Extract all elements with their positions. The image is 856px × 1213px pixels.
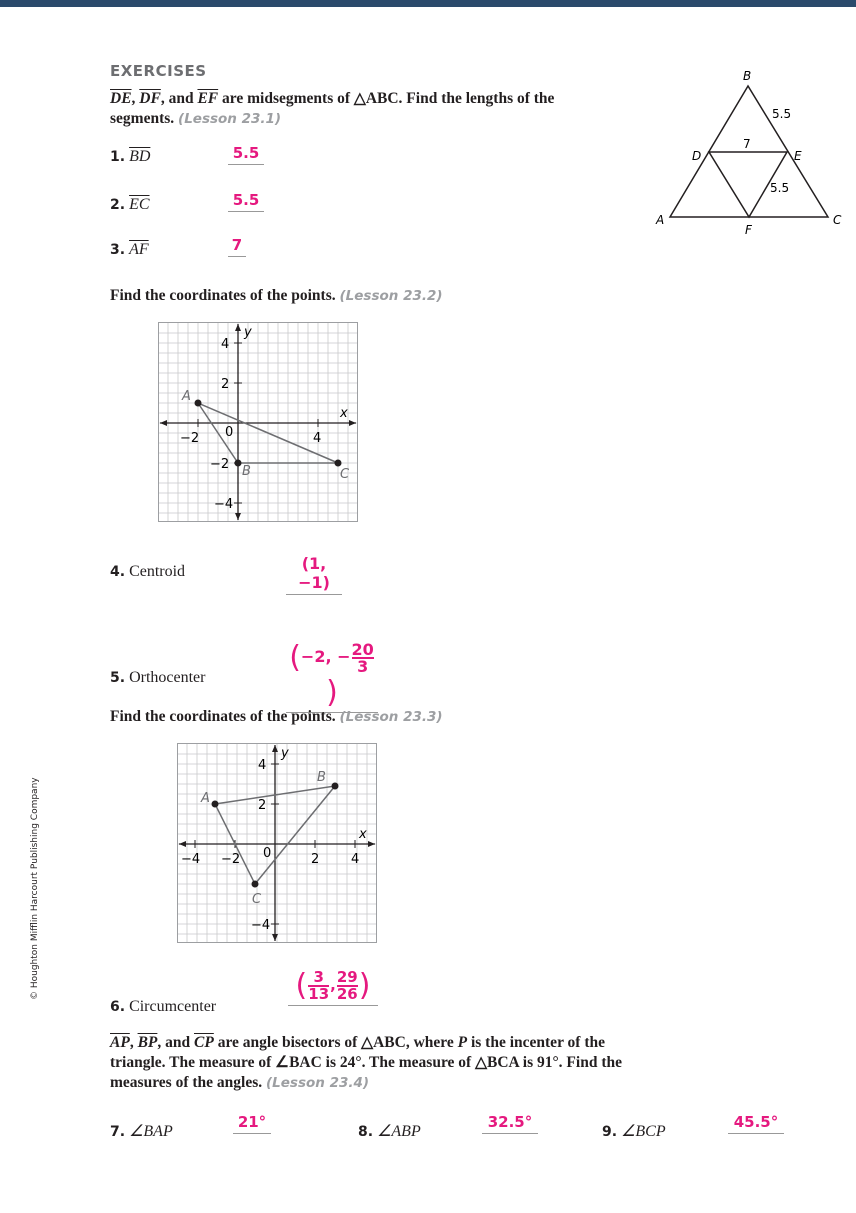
point-a xyxy=(195,400,202,407)
point-a xyxy=(212,801,219,808)
svg-text:−4: −4 xyxy=(181,852,201,867)
answer-6: ( $\frac{3}{13}$ , $\frac{29}{26}$ ) xyxy=(288,968,378,1006)
section1-instructions: $\overline{DE}$, $\overline{DF}$, and $\overline{EF}$ are midsegments of △ABC. Find the lengths of the segments. (Lesson 23.1) xyxy=(110,90,555,127)
lesson-ref: (Lesson 23.4) xyxy=(266,1075,370,1091)
coordinate-graph-2 xyxy=(177,743,377,943)
x-axis-label: x xyxy=(340,406,348,421)
coordinate-graph-1 xyxy=(158,322,358,522)
page-heading: EXERCISES xyxy=(110,62,207,80)
length-be: 5.5 xyxy=(772,107,792,121)
svg-text:A: A xyxy=(182,389,191,404)
section4-instructions: $\overline{AP}$, $\overline{BP}$, and $\overline{CP}$ are angle bisectors of △ABC, where P is the incenter of the triangle. The measure of ∠BAC is 24°. The measure of △BCA is 91°. Find the measures of the angles. (Lesson 23.4) xyxy=(110,1034,622,1091)
item-9: 9. ∠BCP xyxy=(602,1123,666,1140)
label-b: B xyxy=(743,69,752,83)
svg-text:−2: −2 xyxy=(180,431,200,446)
lesson-ref: (Lesson 23.1) xyxy=(178,111,282,127)
section3-instructions: Find the coordinates of the points. (Lesson 23.3) xyxy=(110,708,443,725)
segment-de: $\overline{DE}$ xyxy=(110,90,132,107)
label-a: A xyxy=(656,213,665,227)
item-2: 2. $\overline{EC}$ xyxy=(110,196,150,213)
point-c xyxy=(335,460,342,467)
label-e: E xyxy=(794,149,802,163)
item-3: 3. $\overline{AF}$ xyxy=(110,241,149,258)
segment-ef: $\overline{EF}$ xyxy=(197,90,219,107)
label-c: C xyxy=(833,213,842,227)
answer-7: 21° xyxy=(233,1113,271,1134)
segment-df: $\overline{DF}$ xyxy=(139,90,161,107)
item-1: 1. $\overline{BD}$ xyxy=(110,148,151,165)
midsegment-triangle-figure xyxy=(650,60,850,240)
svg-text:4: 4 xyxy=(351,852,360,867)
svg-text:−2: −2 xyxy=(221,852,241,867)
section2-instructions: Find the coordinates of the points. (Lesson 23.2) xyxy=(110,287,443,304)
svg-text:C: C xyxy=(340,467,350,482)
svg-text:−4: −4 xyxy=(251,918,271,933)
point-c xyxy=(252,881,259,888)
svg-text:4: 4 xyxy=(313,431,322,446)
svg-text:0: 0 xyxy=(225,425,234,440)
answer-5: (−2, − $\frac{20}{3}$ ) xyxy=(286,640,378,713)
point-b xyxy=(235,460,242,467)
svg-text:0: 0 xyxy=(263,846,272,861)
svg-text:2: 2 xyxy=(221,377,230,392)
answer-8: 32.5° xyxy=(482,1113,538,1134)
length-de: 7 xyxy=(743,137,751,151)
x-axis-label: x xyxy=(359,827,367,842)
label-f: F xyxy=(745,223,752,237)
y-axis-label: y xyxy=(281,746,289,761)
lesson-ref: (Lesson 23.3) xyxy=(339,709,443,725)
svg-text:−4: −4 xyxy=(214,497,234,512)
answer-4: (1, −1) xyxy=(286,554,342,595)
svg-text:2: 2 xyxy=(311,852,320,867)
svg-text:−2: −2 xyxy=(210,457,230,472)
svg-text:C: C xyxy=(252,892,262,907)
svg-text:2: 2 xyxy=(258,798,267,813)
item-5: 5. Orthocenter xyxy=(110,669,206,686)
svg-text:4: 4 xyxy=(221,337,230,352)
answer-3: 7 xyxy=(228,236,246,257)
copyright-sidebar: © Houghton Mifflin Harcourt Publishing Company xyxy=(30,777,40,1000)
answer-2: 5.5 xyxy=(228,191,264,212)
lesson-ref: (Lesson 23.2) xyxy=(339,288,443,304)
item-4: 4. Centroid xyxy=(110,563,186,580)
item-7: 7. ∠BAP xyxy=(110,1123,173,1140)
svg-text:B: B xyxy=(242,464,251,479)
answer-1: 5.5 xyxy=(228,144,264,165)
svg-text:B: B xyxy=(317,770,326,785)
length-fe: 5.5 xyxy=(770,181,790,195)
y-axis-label: y xyxy=(244,325,252,340)
label-d: D xyxy=(692,149,702,163)
svg-text:A: A xyxy=(201,791,210,806)
item-6: 6. Circumcenter xyxy=(110,998,217,1015)
answer-9: 45.5° xyxy=(728,1113,784,1134)
header-bar xyxy=(0,0,856,7)
point-b xyxy=(332,783,339,790)
item-8: 8. ∠ABP xyxy=(358,1123,421,1140)
svg-text:4: 4 xyxy=(258,758,267,773)
